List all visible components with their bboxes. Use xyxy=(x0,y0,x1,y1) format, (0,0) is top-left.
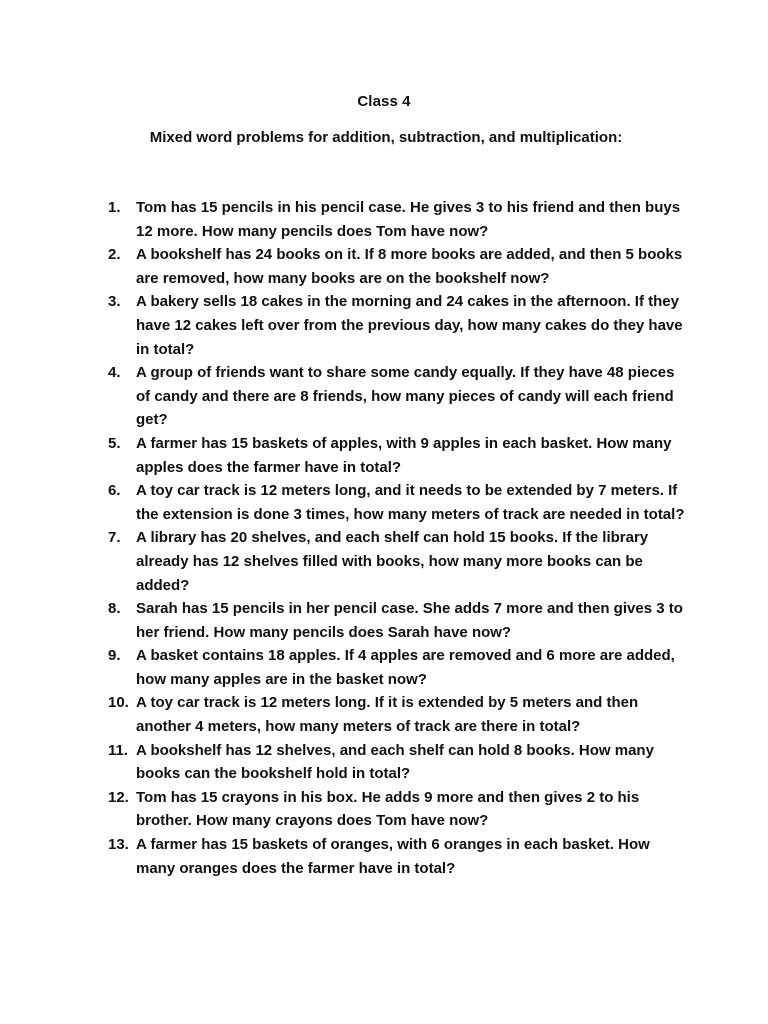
problem-item xyxy=(108,243,688,290)
problem-item xyxy=(108,644,688,691)
problem-number: 4. xyxy=(108,364,121,382)
problem-text: Tom has 15 crayons in his box. He adds 9 more and then gives 2 to his brother. How many crayons does Tom have now? xyxy=(136,788,640,830)
problem-item xyxy=(108,691,688,738)
problem-text: A farmer has 15 baskets of oranges, with 6 oranges in each basket. How many oranges does the farmer have in total? xyxy=(136,836,650,877)
problem-number: 2. xyxy=(108,246,121,264)
problem-number: 10. xyxy=(108,694,129,712)
problem-item xyxy=(108,786,688,833)
problem-text: Sarah has 15 pencils in her pencil case. She adds 7 more and then gives 3 to her friend. How many pencils does Sarah have now? xyxy=(136,600,683,641)
problem-text: A bookshelf has 12 shelves, and each shelf can hold 8 books. How many books can the bookshelf hold in total? xyxy=(136,741,654,783)
problem-text: A group of friends want to share some candy equally. If they have 48 pieces of candy and there are 8 friends, how many pieces of candy will each friend get? xyxy=(136,364,675,429)
problem-number: 5. xyxy=(108,434,121,452)
problem-number: 9. xyxy=(108,647,121,665)
problem-item xyxy=(108,597,688,644)
problem-text: A farmer has 15 baskets of apples, with 9 apples in each basket. How many apples does the farmer have in total? xyxy=(136,434,672,476)
problem-item xyxy=(108,290,688,361)
problem-item xyxy=(108,526,688,597)
problem-text: A toy car track is 12 meters long. If it is extended by 5 meters and then another 4 meters, how many meters of track are there in total? xyxy=(136,694,639,736)
problem-text: A basket contains 18 apples. If 4 apples are removed and 6 more are added, how many apples are in the basket now? xyxy=(136,647,675,688)
problem-text: A library has 20 shelves, and each shelf can hold 15 books. If the library already has 12 shelves filled with books, how many more books can be added? xyxy=(136,529,649,594)
problem-item xyxy=(108,479,688,526)
problem-number: 3. xyxy=(108,293,121,311)
problem-number: 8. xyxy=(108,600,121,618)
problem-item xyxy=(108,432,688,479)
problem-item xyxy=(108,361,688,432)
problem-item xyxy=(108,196,688,243)
problem-text: A bakery sells 18 cakes in the morning and 24 cakes in the afternoon. If they have 12 cakes left over from the previous day, how many cakes do they have in total? xyxy=(136,293,683,358)
problem-number: 1. xyxy=(108,199,121,216)
problem-item xyxy=(108,833,688,880)
problem-number: 11. xyxy=(108,741,129,759)
problem-text: A bookshelf has 24 books on it. If 8 more books are added, and then 5 books are removed, how many books are on the bookshelf now? xyxy=(136,246,683,287)
problem-number: 7. xyxy=(108,529,121,547)
problem-number: 6. xyxy=(108,482,121,500)
problem-number: 13. xyxy=(108,836,129,854)
problem-text: Tom has 15 pencils in his pencil case. He gives 3 to his friend and then buys 12 more. How many pencils does Tom have now? xyxy=(136,199,681,240)
page-title: Class 4 xyxy=(357,93,411,110)
page-subtitle: Mixed word problems for addition, subtraction, and multiplication: xyxy=(149,129,623,146)
problem-text: A toy car track is 12 meters long, and it needs to be extended by 7 meters. If the extension is done 3 times, how many meters of track are needed in total? xyxy=(136,482,685,523)
problem-number: 12. xyxy=(108,788,129,806)
problem-item xyxy=(108,739,688,786)
problem-list xyxy=(108,196,688,880)
